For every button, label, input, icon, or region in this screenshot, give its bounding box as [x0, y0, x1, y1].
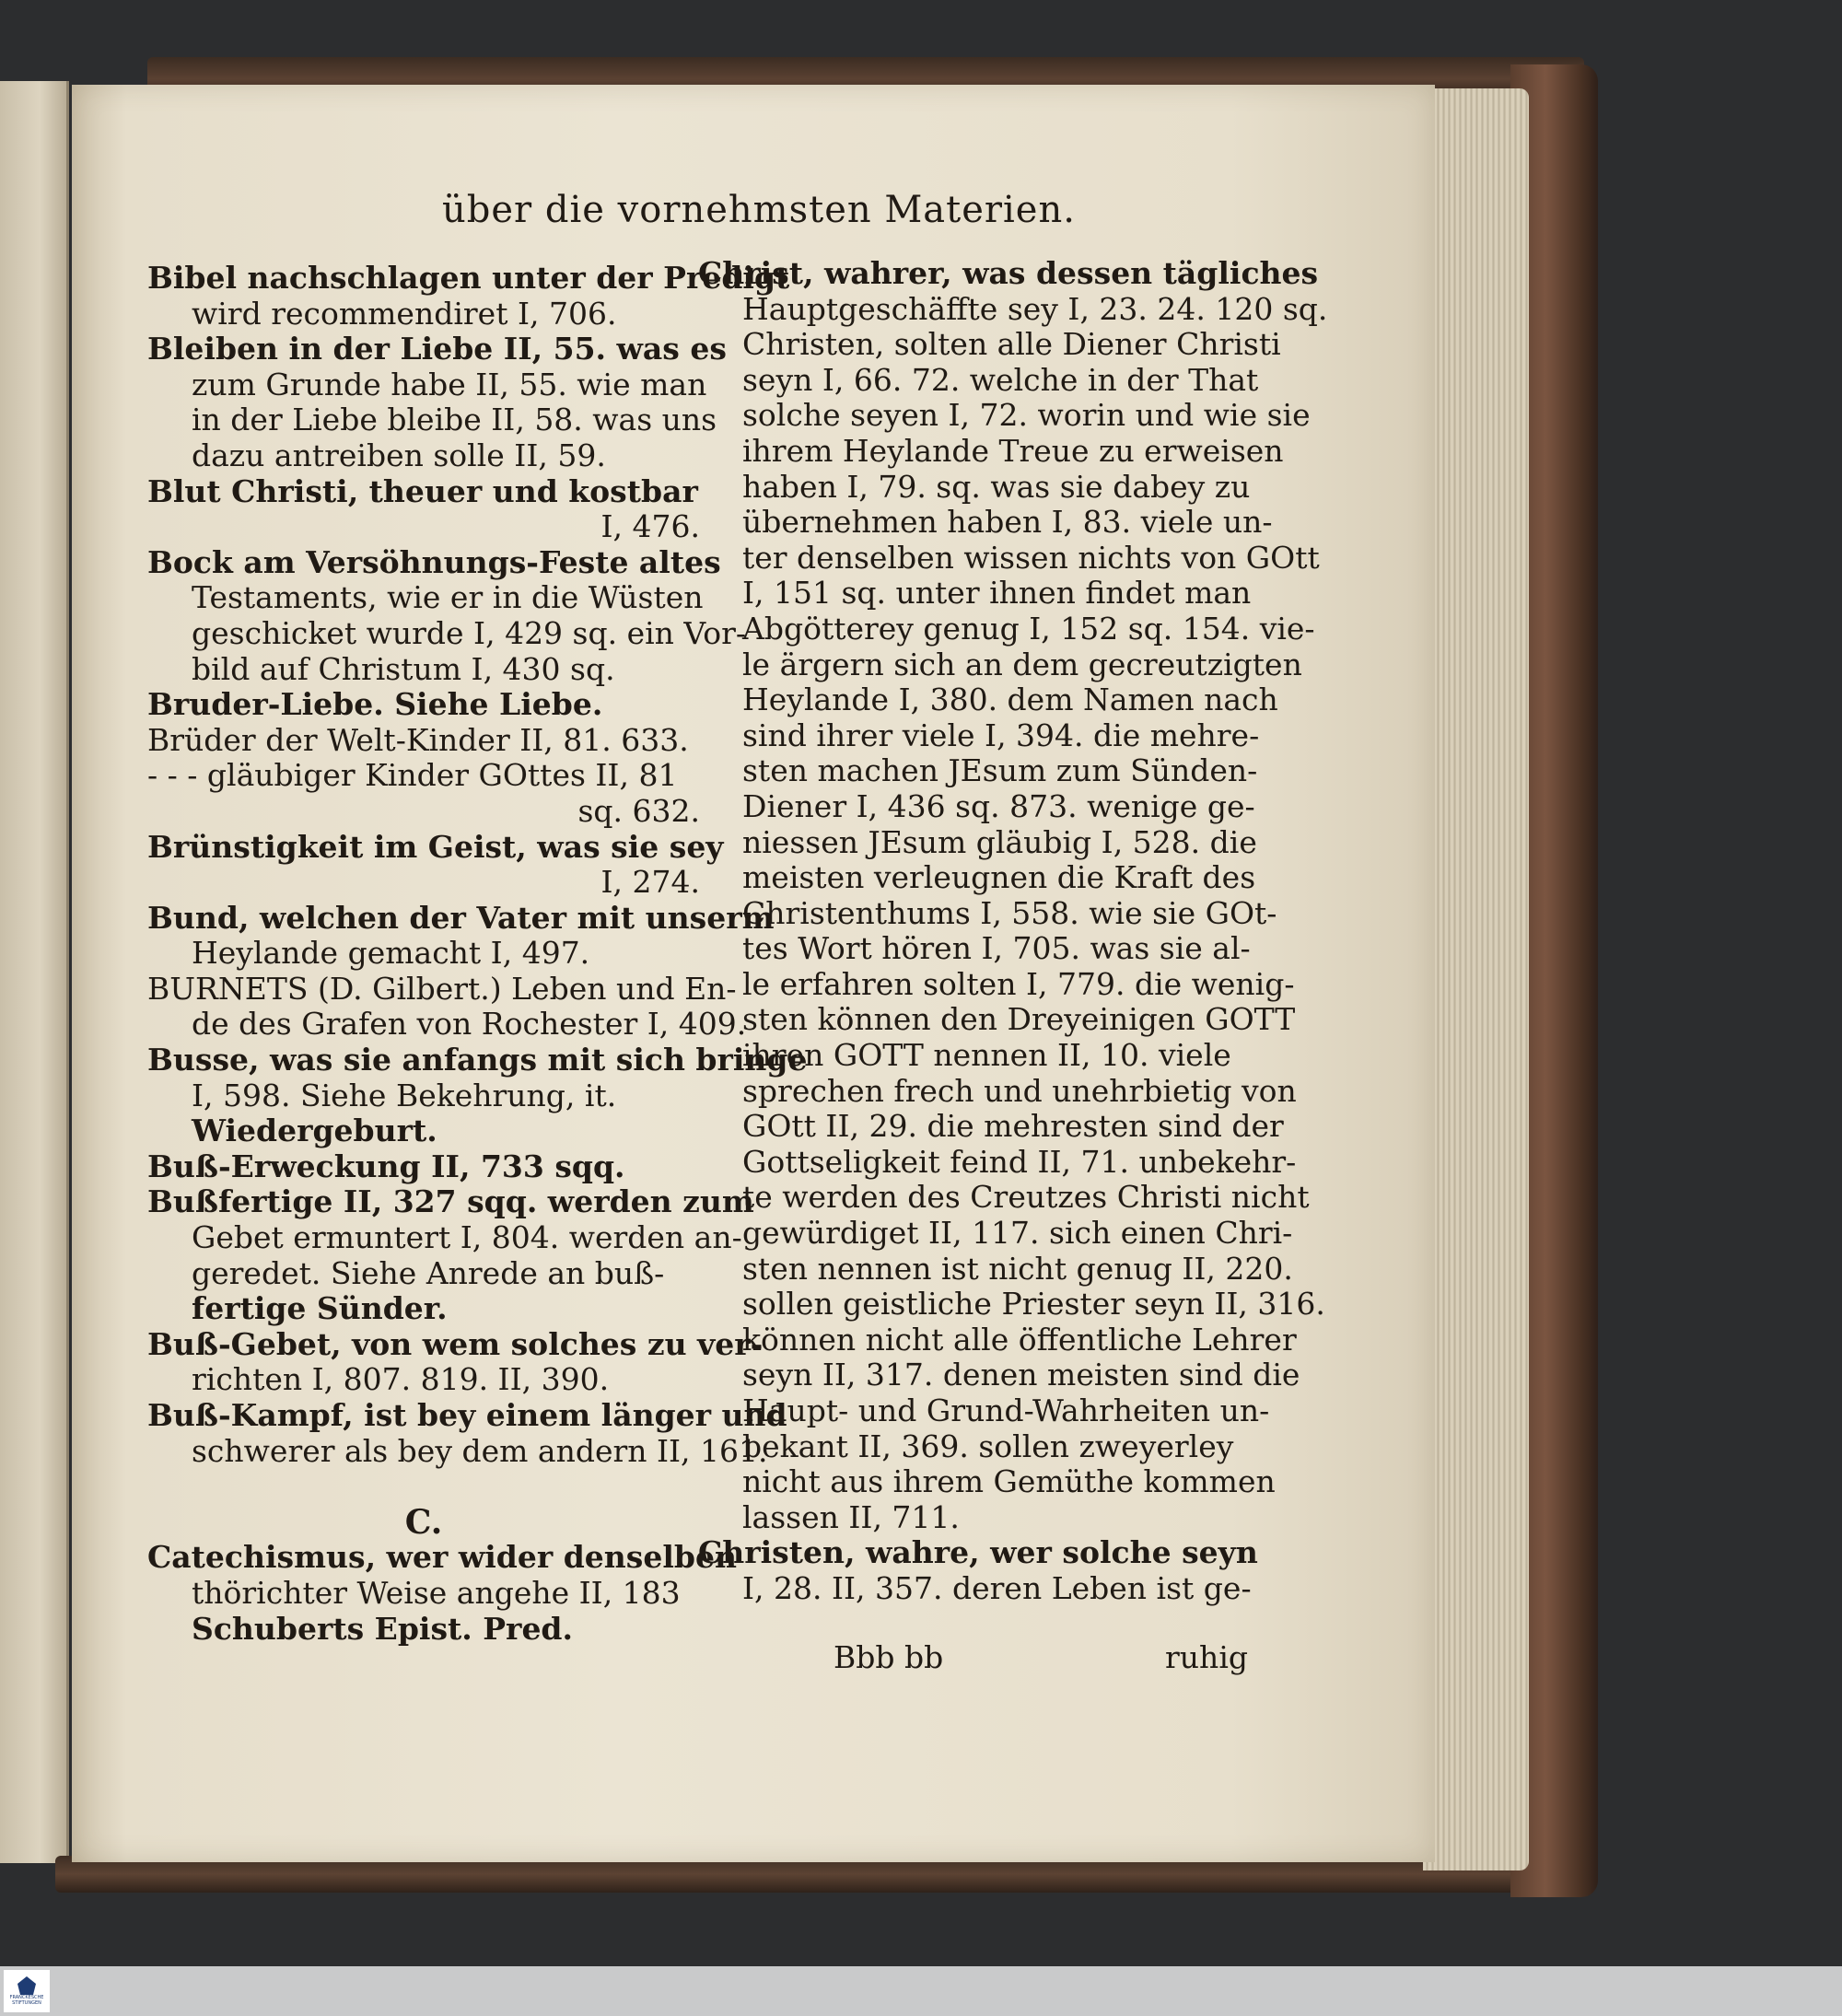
- index-entry-line: haben I, 79. sq. was sie dabey zu: [742, 468, 1251, 505]
- index-entry-line: seyn II, 317. denen meisten sind die: [742, 1357, 1300, 1393]
- index-entry-line: Buß-Gebet, von wem solches zu ver-: [147, 1325, 764, 1362]
- index-entry-line: können nicht alle öffentliche Lehrer: [742, 1321, 1297, 1358]
- index-entry-line: zum Grunde habe II, 55. wie man: [192, 366, 707, 402]
- index-entry-line: - - - gläubiger Kinder GOttes II, 81: [147, 757, 678, 794]
- index-entry-line: Brüder der Welt-Kinder II, 81. 633.: [147, 721, 689, 758]
- index-entry-line: seyn I, 66. 72. welche in der That: [742, 361, 1259, 398]
- logo-icon: [17, 1976, 36, 1995]
- index-entry-line: geredet. Siehe Anrede an buß-: [192, 1254, 665, 1291]
- index-entry-line: sten nennen ist nicht genug II, 220.: [742, 1250, 1293, 1287]
- index-entry-line: I, 151 sq. unter ihnen findet man: [742, 575, 1252, 612]
- index-entry-line: sollen geistliche Priester seyn II, 316.: [742, 1286, 1325, 1323]
- index-entry-line: I, 28. II, 357. deren Leben ist ge-: [742, 1569, 1252, 1606]
- index-entry-line: I, 476.: [600, 508, 700, 545]
- index-entry-line: tes Wort hören I, 705. was sie al-: [742, 930, 1251, 967]
- index-entry-line: Bußfertige II, 327 sqq. werden zum: [147, 1183, 754, 1220]
- index-entry-line: in der Liebe bleibe II, 58. was uns: [192, 402, 717, 438]
- index-entry-line: solche seyen I, 72. worin und wie sie: [742, 397, 1311, 434]
- signature-mark: Bbb bb: [834, 1639, 944, 1675]
- viewer-bottom-bar: [0, 1966, 1842, 2016]
- index-entry-line: thörichter Weise angehe II, 183: [192, 1574, 681, 1611]
- index-entry-line: Heylande I, 380. dem Namen nach: [742, 682, 1278, 718]
- index-entry-line: Blut Christi, theuer und kostbar: [147, 472, 698, 509]
- index-entry-line: BURNETS (D. Gilbert.) Leben und En-: [147, 970, 737, 1007]
- index-entry-line: Schuberts Epist. Pred.: [192, 1610, 573, 1647]
- index-entry-line: Gottseligkeit feind II, 71. unbekehr-: [742, 1143, 1297, 1180]
- index-entry-line: sq. 632.: [577, 792, 700, 829]
- index-entry-line: dazu antreiben solle II, 59.: [192, 437, 606, 473]
- section-letter: C.: [404, 1502, 443, 1542]
- index-entry-line: Haupt- und Grund-Wahrheiten un-: [742, 1393, 1270, 1428]
- index-entry-line: übernehmen haben I, 83. viele un-: [742, 504, 1273, 541]
- index-entry-line: sten machen JEsum zum Sünden-: [742, 752, 1258, 789]
- index-entry-line: bekant II, 369. sollen zweyerley: [742, 1428, 1234, 1464]
- logo-text-1: FRANCKESCHE: [9, 1995, 44, 2000]
- index-entry-line: I, 274.: [600, 864, 700, 901]
- index-entry-line: Christen, wahre, wer solche seyn: [698, 1534, 1258, 1571]
- index-entry-line: Busse, was sie anfangs mit sich bringe: [147, 1042, 808, 1078]
- catchword: ruhig: [1165, 1639, 1248, 1675]
- index-entry-line: GOtt II, 29. die mehresten sind der: [742, 1108, 1284, 1145]
- index-entry-line: le erfahren solten I, 779. die wenig-: [742, 965, 1295, 1002]
- index-entry-line: Bock am Versöhnungs-Feste altes: [147, 543, 721, 580]
- index-entry-line: Diener I, 436 sq. 873. wenige ge-: [742, 787, 1255, 824]
- index-entry-line: Bruder-Liebe. Siehe Liebe.: [147, 686, 603, 723]
- page-edges: [1423, 88, 1529, 1870]
- index-entry-line: fertige Sünder.: [192, 1290, 448, 1327]
- index-entry-line: [147, 1469, 700, 1505]
- index-entry-line: gewürdiget II, 117. sich einen Chri-: [742, 1215, 1293, 1252]
- index-entry-line: sten können den Dreyeinigen GOTT: [742, 1001, 1296, 1038]
- logo-text-2: STIFTUNGEN: [12, 2000, 41, 2006]
- institution-logo[interactable]: [4, 1970, 50, 2012]
- index-column-left: [147, 260, 808, 1647]
- index-entry-line: ihrem Heylande Treue zu erweisen: [742, 432, 1284, 469]
- index-entry-line: Bund, welchen der Vater mit unserm: [147, 899, 775, 936]
- index-entry-line: geschicket wurde I, 429 sq. ein Vor-: [192, 614, 747, 651]
- index-entry-line: richten I, 807. 819. II, 390.: [192, 1361, 610, 1398]
- index-entry-line: lassen II, 711.: [742, 1498, 960, 1535]
- index-entry-line: Christenthums I, 558. wie sie GOt-: [742, 894, 1277, 931]
- index-entry-line: de des Grafen von Rochester I, 409.: [192, 1006, 747, 1043]
- index-entry-line: nicht aus ihrem Gemüthe kommen: [742, 1463, 1276, 1500]
- index-entry-line: I, 598. Siehe Bekehrung, it.: [192, 1077, 617, 1113]
- index-entry-line: Buß-Erweckung II, 733 sqq.: [147, 1148, 625, 1184]
- index-entry-line: sind ihrer viele I, 394. die mehre-: [742, 717, 1260, 753]
- index-entry-line: Bleiben in der Liebe II, 55. was es: [147, 331, 727, 367]
- index-entry-line: le ärgern sich an dem gecreutzigten: [742, 646, 1302, 682]
- running-header: über die vornehmsten Materien.: [442, 189, 1076, 231]
- index-entry-line: Heylande gemacht I, 497.: [192, 935, 590, 972]
- index-entry-line: sprechen frech und unehrbietig von: [742, 1072, 1297, 1109]
- index-column-right: [698, 255, 1328, 1607]
- index-entry-line: Christen, solten alle Diener Christi: [742, 326, 1281, 363]
- index-entry-line: Testaments, wie er in die Wüsten: [192, 579, 704, 616]
- index-entry-line: te werden des Creutzes Christi nicht: [742, 1179, 1310, 1216]
- index-entry-line: Abgötterey genug I, 152 sq. 154. vie-: [742, 610, 1315, 647]
- index-entry-line: wird recommendiret I, 706.: [192, 295, 617, 332]
- index-entry-line: Catechismus, wer wider denselben: [147, 1539, 737, 1576]
- index-entry-line: Buß-Kampf, ist bey einem länger und: [147, 1397, 787, 1433]
- index-entry-line: niessen JEsum gläubig I, 528. die: [742, 823, 1257, 860]
- index-entry-line: Gebet ermuntert I, 804. werden an-: [192, 1219, 742, 1256]
- index-entry-line: bild auf Christum I, 430 sq.: [192, 650, 615, 687]
- left-page-edge: [0, 81, 69, 1863]
- index-entry-line: meisten verleugnen die Kraft des: [742, 859, 1256, 896]
- index-entry-line: Brünstigkeit im Geist, was sie sey: [147, 828, 724, 865]
- index-entry-line: ter denselben wissen nichts von GOtt: [742, 539, 1320, 576]
- index-entry-line: Hauptgeschäffte sey I, 23. 24. 120 sq.: [742, 290, 1328, 327]
- index-entry-line: Wiedergeburt.: [192, 1113, 437, 1149]
- index-entry-line: schwerer als bey dem andern II, 161.: [192, 1432, 768, 1469]
- index-entry-line: Christ, wahrer, was dessen tägliches: [698, 255, 1319, 291]
- catchline: [834, 1639, 1248, 1675]
- index-entry-line: Bibel nachschlagen unter der Predigt: [147, 260, 790, 296]
- index-entry-line: ihren GOTT nennen II, 10. viele: [742, 1037, 1231, 1074]
